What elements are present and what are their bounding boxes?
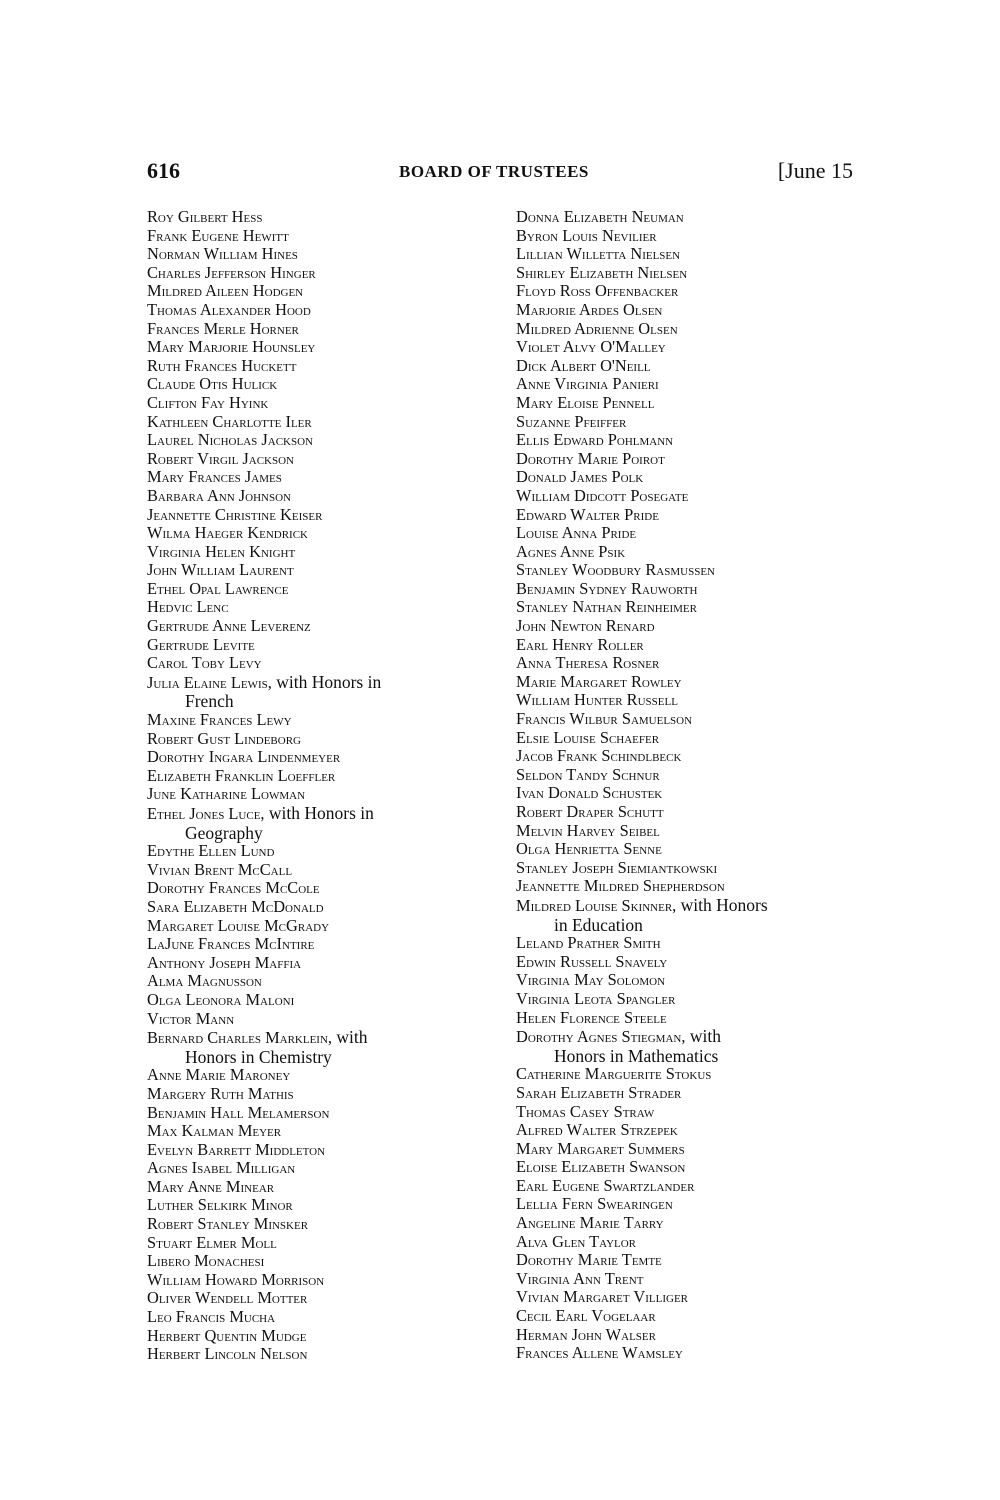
graduate-entry bbox=[147, 431, 487, 450]
graduate-entry bbox=[147, 935, 487, 954]
graduate-name: Jacob Frank Schindlbeck bbox=[516, 746, 682, 766]
graduate-name: Roy Gilbert Hess bbox=[147, 207, 263, 226]
graduate-entry bbox=[516, 227, 866, 246]
graduate-entry bbox=[147, 506, 487, 525]
graduate-entry bbox=[516, 301, 866, 320]
graduate-entry bbox=[147, 1252, 487, 1271]
graduate-name: Margaret Louise McGrady bbox=[147, 915, 330, 935]
graduate-entry bbox=[516, 1121, 866, 1140]
graduate-entry bbox=[147, 598, 487, 617]
graduate-name: Lellia Fern Swearingen bbox=[516, 1194, 673, 1214]
graduate-name: Anthony Joseph Maffia bbox=[147, 952, 302, 972]
graduate-name: Alfred Walter Strzepek bbox=[516, 1120, 678, 1140]
graduate-entry bbox=[147, 543, 487, 562]
graduate-name: Alva Glen Taylor bbox=[516, 1231, 637, 1251]
graduate-name: Herman John Walser bbox=[516, 1324, 656, 1344]
graduate-name: Edwin Russell Snavely bbox=[516, 951, 668, 971]
graduate-name: June Katharine Lowman bbox=[147, 784, 306, 804]
graduate-name: Olga Henrietta Senne bbox=[516, 839, 662, 859]
graduate-name: Robert Virgil Jackson bbox=[147, 448, 294, 468]
graduate-name: Gertrude Levite bbox=[147, 634, 255, 654]
graduate-name: Julia Elaine Lewis, bbox=[147, 672, 272, 692]
graduate-entry bbox=[147, 561, 487, 580]
graduate-name: Jeannette Christine Keiser bbox=[147, 504, 323, 524]
graduate-name: Max Kalman Meyer bbox=[147, 1121, 282, 1141]
graduate-entry bbox=[516, 1344, 866, 1363]
graduate-name: Gertrude Anne Leverenz bbox=[147, 616, 311, 636]
graduate-entry bbox=[516, 413, 866, 432]
graduate-entry bbox=[516, 990, 866, 1009]
honors-note: with bbox=[332, 1027, 368, 1048]
graduate-name: Virginia Ann Trent bbox=[516, 1268, 644, 1288]
graduate-entry bbox=[516, 617, 866, 636]
graduate-name: Agnes Anne Psik bbox=[516, 541, 626, 561]
graduate-name: Seldon Tandy Schnur bbox=[516, 764, 660, 784]
graduate-name: Dorothy Agnes Stiegman, bbox=[516, 1027, 686, 1047]
graduate-name: Mary Marjorie Hounsley bbox=[147, 337, 316, 357]
graduate-entry bbox=[147, 1159, 487, 1178]
graduate-entry bbox=[147, 879, 487, 898]
graduate-name: William Didcott Posegate bbox=[516, 485, 689, 505]
graduate-entry bbox=[516, 561, 866, 580]
graduate-entry bbox=[516, 877, 866, 896]
graduate-name: Maxine Frances Lewy bbox=[147, 710, 292, 730]
graduate-name: Charles Jefferson Hinger bbox=[147, 262, 316, 282]
graduate-entry bbox=[516, 1251, 866, 1270]
graduate-name: Frank Eugene Hewitt bbox=[147, 225, 289, 245]
graduate-entry bbox=[516, 766, 866, 785]
graduate-entry bbox=[516, 245, 866, 264]
graduate-entry bbox=[516, 1195, 866, 1214]
graduate-entry bbox=[516, 282, 866, 301]
graduate-entry bbox=[516, 636, 866, 655]
graduate-entry bbox=[147, 450, 487, 469]
graduate-name: Thomas Casey Straw bbox=[516, 1101, 655, 1121]
graduate-entry bbox=[516, 654, 866, 673]
graduate-entry bbox=[516, 934, 866, 953]
graduate-entry bbox=[516, 840, 866, 859]
graduate-name: Stuart Elmer Moll bbox=[147, 1232, 277, 1252]
graduate-name: Shirley Elizabeth Nielsen bbox=[516, 262, 688, 282]
graduate-entry bbox=[516, 673, 866, 692]
graduate-entry bbox=[147, 413, 487, 432]
graduate-name: Anna Theresa Rosner bbox=[516, 653, 660, 673]
graduate-entry bbox=[516, 1288, 866, 1307]
graduate-name: Mildred Adrienne Olsen bbox=[516, 318, 678, 338]
graduate-entry bbox=[147, 245, 487, 264]
graduate-entry bbox=[516, 1270, 866, 1289]
graduate-entry bbox=[147, 617, 487, 636]
graduate-entry bbox=[147, 991, 487, 1010]
graduate-name: Hedvic Lenc bbox=[147, 597, 229, 617]
honors-note-continuation: Honors in Chemistry bbox=[185, 1046, 332, 1067]
graduate-name: Suzanne Pfeiffer bbox=[516, 411, 627, 431]
graduate-entry bbox=[147, 1271, 487, 1290]
graduate-name: Robert Stanley Minsker bbox=[147, 1214, 309, 1234]
graduate-name: Benjamin Hall Melamerson bbox=[147, 1102, 330, 1122]
graduate-name: Sara Elizabeth McDonald bbox=[147, 896, 324, 916]
graduate-entry bbox=[516, 710, 866, 729]
graduate-entry bbox=[516, 506, 866, 525]
graduate-entry bbox=[516, 320, 866, 339]
graduate-name: Elizabeth Franklin Loeffler bbox=[147, 765, 336, 785]
graduate-entry bbox=[147, 1028, 487, 1066]
graduate-name: Mary Frances James bbox=[147, 467, 282, 487]
graduate-name: Kathleen Charlotte Iler bbox=[147, 411, 312, 431]
graduate-name: Thomas Alexander Hood bbox=[147, 299, 311, 319]
graduate-name: Dick Albert O'Neill bbox=[516, 355, 651, 375]
graduate-name: Bernard Charles Marklein, bbox=[147, 1028, 333, 1048]
graduate-name: John William Laurent bbox=[147, 560, 294, 580]
graduate-name: Earl Eugene Swartzlander bbox=[516, 1175, 695, 1195]
graduate-entry bbox=[516, 580, 866, 599]
graduate-name: Donna Elizabeth Neuman bbox=[516, 207, 684, 226]
graduate-name: Marie Margaret Rowley bbox=[516, 671, 682, 691]
graduate-entry bbox=[147, 842, 487, 861]
graduate-name: Leland Prather Smith bbox=[516, 933, 661, 953]
page-number: 616 bbox=[147, 158, 180, 183]
graduate-name: Anne Virginia Panieri bbox=[516, 374, 659, 394]
graduate-entry bbox=[147, 654, 487, 673]
graduate-name: Mary Margaret Summers bbox=[516, 1138, 685, 1158]
graduate-name: Donald James Polk bbox=[516, 467, 644, 487]
names-column-right bbox=[516, 208, 866, 1363]
graduate-name: Elsie Louise Schaefer bbox=[516, 727, 660, 747]
graduate-entry bbox=[516, 729, 866, 748]
graduate-entry bbox=[147, 227, 487, 246]
graduate-entry bbox=[147, 785, 487, 804]
graduate-entry bbox=[516, 822, 866, 841]
graduate-name: Ivan Donald Schustek bbox=[516, 783, 663, 803]
graduate-name: Virginia Leota Spangler bbox=[516, 988, 676, 1008]
names-column-left bbox=[147, 208, 487, 1364]
graduate-name: Jeannette Mildred Shepherdson bbox=[516, 876, 725, 896]
graduate-entry bbox=[516, 431, 866, 450]
graduate-entry bbox=[516, 487, 866, 506]
graduate-entry bbox=[516, 543, 866, 562]
graduate-name: Cecil Earl Vogelaar bbox=[516, 1306, 656, 1326]
graduate-name: Olga Leonora Maloni bbox=[147, 989, 295, 1009]
graduate-entry bbox=[516, 1177, 866, 1196]
graduate-name: Agnes Isabel Milligan bbox=[147, 1158, 296, 1178]
graduate-entry bbox=[516, 1103, 866, 1122]
graduate-entry bbox=[147, 1141, 487, 1160]
graduate-entry bbox=[516, 1233, 866, 1252]
graduate-entry bbox=[147, 804, 487, 842]
graduate-name: Mary Anne Minear bbox=[147, 1176, 275, 1196]
graduate-entry bbox=[516, 896, 866, 934]
graduate-entry bbox=[147, 264, 487, 283]
honors-note-continuation: French bbox=[185, 691, 234, 712]
graduate-entry bbox=[147, 338, 487, 357]
graduate-name: Evelyn Barrett Middleton bbox=[147, 1139, 326, 1159]
graduate-entry bbox=[147, 1122, 487, 1141]
graduate-name: Dorothy Marie Poirot bbox=[516, 448, 665, 468]
graduate-name: Clifton Fay Hyink bbox=[147, 392, 269, 412]
graduate-name: Claude Otis Hulick bbox=[147, 374, 278, 394]
running-title: BOARD OF TRUSTEES bbox=[399, 162, 589, 181]
graduate-name: Angeline Marie Tarry bbox=[516, 1213, 664, 1233]
graduate-entry bbox=[147, 898, 487, 917]
graduate-entry bbox=[147, 1308, 487, 1327]
graduate-entry bbox=[516, 1140, 866, 1159]
graduate-entry bbox=[516, 208, 866, 227]
graduate-entry bbox=[516, 468, 866, 487]
graduate-name: Libero Monachesi bbox=[147, 1251, 265, 1271]
graduate-entry bbox=[147, 1215, 487, 1234]
graduate-name: Victor Mann bbox=[147, 1008, 235, 1028]
graduate-entry bbox=[147, 1234, 487, 1253]
graduate-entry bbox=[516, 1158, 866, 1177]
graduate-entry bbox=[147, 917, 487, 936]
graduate-entry bbox=[147, 524, 487, 543]
graduate-entry bbox=[147, 208, 487, 227]
graduate-entry bbox=[516, 859, 866, 878]
graduate-entry bbox=[147, 282, 487, 301]
graduate-name: Ruth Frances Huckett bbox=[147, 355, 297, 375]
graduate-entry bbox=[147, 301, 487, 320]
graduate-entry bbox=[147, 767, 487, 786]
graduate-entry bbox=[147, 375, 487, 394]
graduate-name: William Howard Morrison bbox=[147, 1269, 325, 1289]
graduate-name: John Newton Renard bbox=[516, 616, 655, 636]
graduate-name: Sarah Elizabeth Strader bbox=[516, 1082, 682, 1102]
graduate-name: Catherine Marguerite Stokus bbox=[516, 1064, 712, 1084]
graduate-name: Virginia Helen Knight bbox=[147, 541, 296, 561]
graduate-name: Frances Merle Horner bbox=[147, 318, 299, 338]
graduate-name: Vivian Margaret Villiger bbox=[516, 1287, 689, 1307]
graduate-entry bbox=[147, 673, 487, 711]
graduate-name: Stanley Woodbury Rasmussen bbox=[516, 560, 715, 580]
graduate-name: Robert Draper Schutt bbox=[516, 802, 664, 821]
graduate-entry bbox=[147, 748, 487, 767]
graduate-entry bbox=[147, 580, 487, 599]
graduate-entry bbox=[516, 1326, 866, 1345]
graduate-name: Melvin Harvey Seibel bbox=[516, 820, 660, 840]
graduate-name: William Hunter Russell bbox=[516, 690, 678, 710]
graduate-name: Dorothy Ingara Lindenmeyer bbox=[147, 747, 341, 767]
graduate-entry bbox=[516, 394, 866, 413]
graduate-entry bbox=[147, 1289, 487, 1308]
graduate-entry bbox=[147, 357, 487, 376]
honors-note: with Honors in bbox=[271, 671, 382, 692]
graduate-entry bbox=[516, 971, 866, 990]
graduate-entry bbox=[516, 598, 866, 617]
graduate-name: Mildred Aileen Hodgen bbox=[147, 281, 304, 301]
graduate-name: Ellis Edward Pohlmann bbox=[516, 430, 674, 450]
graduate-entry bbox=[147, 487, 487, 506]
graduate-entry bbox=[147, 1345, 487, 1364]
graduate-entry bbox=[147, 861, 487, 880]
graduate-entry bbox=[516, 524, 866, 543]
graduate-entry bbox=[147, 468, 487, 487]
graduate-entry bbox=[147, 394, 487, 413]
graduate-entry bbox=[147, 1327, 487, 1346]
graduate-entry bbox=[147, 320, 487, 339]
graduate-name: Dorothy Frances McCole bbox=[147, 878, 320, 898]
graduate-name: Ethel Jones Luce, bbox=[147, 804, 265, 823]
graduate-entry bbox=[147, 1085, 487, 1104]
graduate-entry bbox=[516, 691, 866, 710]
graduate-entry bbox=[147, 1196, 487, 1215]
graduate-name: Stanley Joseph Siemiantkowski bbox=[516, 857, 718, 877]
graduate-name: Luther Selkirk Minor bbox=[147, 1195, 293, 1215]
graduate-name: Norman William Hines bbox=[147, 244, 298, 264]
graduate-entry bbox=[147, 1010, 487, 1029]
graduate-name: Robert Gust Lindeborg bbox=[147, 728, 301, 748]
graduate-name: Vivian Brent McCall bbox=[147, 859, 293, 879]
graduate-entry bbox=[516, 338, 866, 357]
graduate-entry bbox=[147, 972, 487, 991]
graduate-entry bbox=[147, 1178, 487, 1197]
graduate-name: Herbert Quentin Mudge bbox=[147, 1325, 307, 1345]
graduate-entry bbox=[147, 1104, 487, 1123]
graduate-name: Marjorie Ardes Olsen bbox=[516, 299, 663, 319]
honors-note-continuation: in Education bbox=[554, 914, 643, 935]
graduate-name: Wilma Haeger Kendrick bbox=[147, 523, 308, 543]
graduate-entry bbox=[516, 1084, 866, 1103]
graduate-entry bbox=[516, 1009, 866, 1028]
graduate-entry bbox=[516, 1065, 866, 1084]
graduate-entry bbox=[516, 375, 866, 394]
graduate-entry bbox=[147, 636, 487, 655]
graduate-name: Laurel Nicholas Jackson bbox=[147, 430, 313, 450]
honors-note-continuation: Honors in Mathematics bbox=[554, 1045, 719, 1066]
graduate-name: Francis Wilbur Samuelson bbox=[516, 709, 693, 729]
graduate-name: Edythe Ellen Lund bbox=[147, 841, 275, 861]
graduate-name: Leo Francis Mucha bbox=[147, 1307, 276, 1327]
graduate-name: Stanley Nathan Reinheimer bbox=[516, 597, 697, 617]
graduate-entry bbox=[516, 1307, 866, 1326]
graduate-entry bbox=[147, 954, 487, 973]
graduate-name: Byron Louis Nevilier bbox=[516, 225, 657, 245]
graduate-name: Barbara Ann Johnson bbox=[147, 485, 292, 505]
graduate-name: Alma Magnusson bbox=[147, 971, 262, 991]
graduate-entry bbox=[516, 1027, 866, 1065]
graduate-name: Herbert Lincoln Nelson bbox=[147, 1344, 308, 1364]
graduate-entry bbox=[516, 357, 866, 376]
graduate-name: Anne Marie Maroney bbox=[147, 1065, 291, 1085]
graduate-name: Violet Alvy O'Malley bbox=[516, 337, 666, 357]
honors-note: with Honors bbox=[676, 894, 768, 915]
graduate-entry bbox=[516, 264, 866, 283]
graduate-entry bbox=[147, 730, 487, 749]
graduate-entry bbox=[147, 711, 487, 730]
graduate-name: Carol Toby Levy bbox=[147, 653, 262, 673]
graduate-entry bbox=[516, 450, 866, 469]
graduate-name: Benjamin Sydney Rauworth bbox=[516, 578, 698, 598]
graduate-entry bbox=[516, 747, 866, 766]
graduate-entry bbox=[516, 803, 866, 822]
graduate-entry bbox=[516, 1214, 866, 1233]
graduate-name: Ethel Opal Lawrence bbox=[147, 578, 289, 598]
graduate-name: Frances Allene Wamsley bbox=[516, 1343, 683, 1363]
graduate-name: Virginia May Solomon bbox=[516, 970, 666, 990]
graduate-entry bbox=[516, 953, 866, 972]
page-header bbox=[147, 158, 865, 188]
graduate-name: Margery Ruth Mathis bbox=[147, 1083, 294, 1103]
graduate-entry bbox=[147, 1066, 487, 1085]
honors-note-continuation: Geography bbox=[185, 822, 263, 843]
running-date: [June 15 bbox=[777, 158, 853, 183]
graduate-name: Mary Eloise Pennell bbox=[516, 392, 655, 412]
graduate-name: Helen Florence Steele bbox=[516, 1007, 667, 1027]
graduate-name: Dorothy Marie Temte bbox=[516, 1250, 662, 1270]
graduate-name: Oliver Wendell Motter bbox=[147, 1288, 308, 1308]
graduate-name: Edward Walter Pride bbox=[516, 504, 659, 524]
graduate-name: Mildred Louise Skinner, bbox=[516, 895, 677, 915]
honors-note: with bbox=[685, 1026, 721, 1047]
graduate-name: Earl Henry Roller bbox=[516, 634, 644, 654]
graduate-name: Lillian Willetta Nielsen bbox=[516, 244, 681, 264]
honors-note: with Honors in bbox=[264, 803, 374, 823]
graduate-entry bbox=[516, 784, 866, 803]
graduate-name: Eloise Elizabeth Swanson bbox=[516, 1157, 686, 1177]
graduate-name: LaJune Frances McIntire bbox=[147, 934, 315, 954]
graduate-name: Floyd Ross Offenbacker bbox=[516, 281, 679, 301]
graduate-name: Louise Anna Pride bbox=[516, 523, 637, 543]
